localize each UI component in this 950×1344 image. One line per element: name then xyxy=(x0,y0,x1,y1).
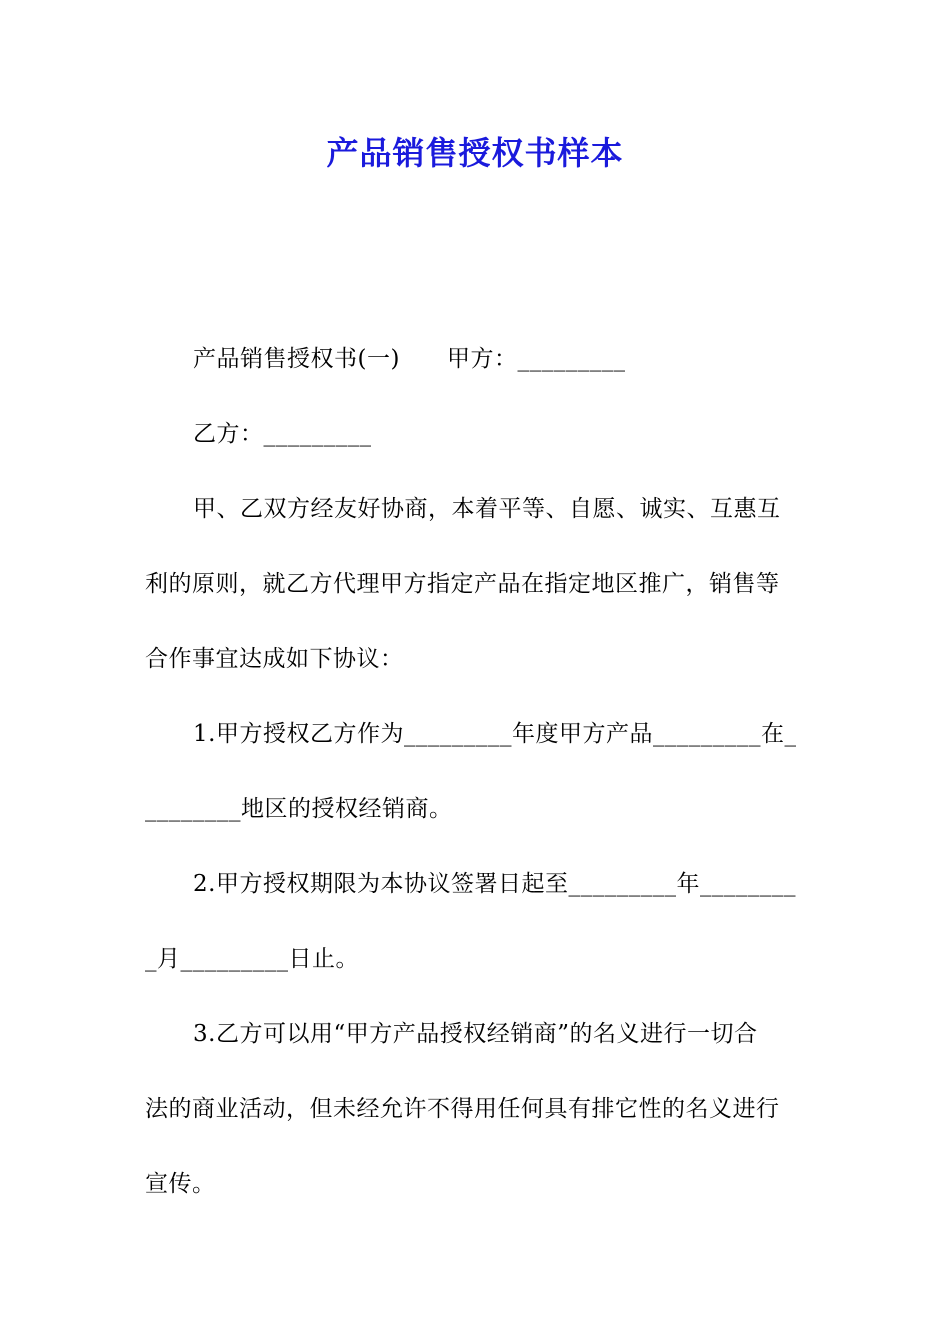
clause-3-line-3: 宣传。 xyxy=(145,1171,216,1197)
paragraph-intro-line-3: 合作事宜达成如下协议： xyxy=(145,646,404,672)
clause-1-line-2: ________地区的授权经销商。 xyxy=(145,796,453,822)
paragraph-intro-line-1: 甲、乙双方经友好协商，本着平等、自愿、诚实、互惠互 xyxy=(193,496,781,522)
clause-1-line-1: 1.甲方授权乙方作为_________年度甲方产品_________在_ xyxy=(193,721,797,747)
clause-2-line-2: _月_________日止。 xyxy=(145,946,359,972)
paragraph-intro-line-2: 利的原则，就乙方代理甲方指定产品在指定地区推广，销售等 xyxy=(145,571,780,597)
party-b-line: 乙方：_________ xyxy=(193,421,372,447)
clause-3-line-2: 法的商业活动，但未经允许不得用任何具有排它性的名义进行 xyxy=(145,1096,780,1122)
heading-line-party-a: 产品销售授权书(一) 甲方：_________ xyxy=(193,346,626,372)
document-title: 产品销售授权书样本 xyxy=(326,134,624,172)
clause-2-line-1: 2.甲方授权期限为本协议签署日起至_________年________ xyxy=(193,871,796,897)
clause-3-line-1: 3.乙方可以用“甲方产品授权经销商”的名义进行一切合 xyxy=(193,1021,758,1047)
